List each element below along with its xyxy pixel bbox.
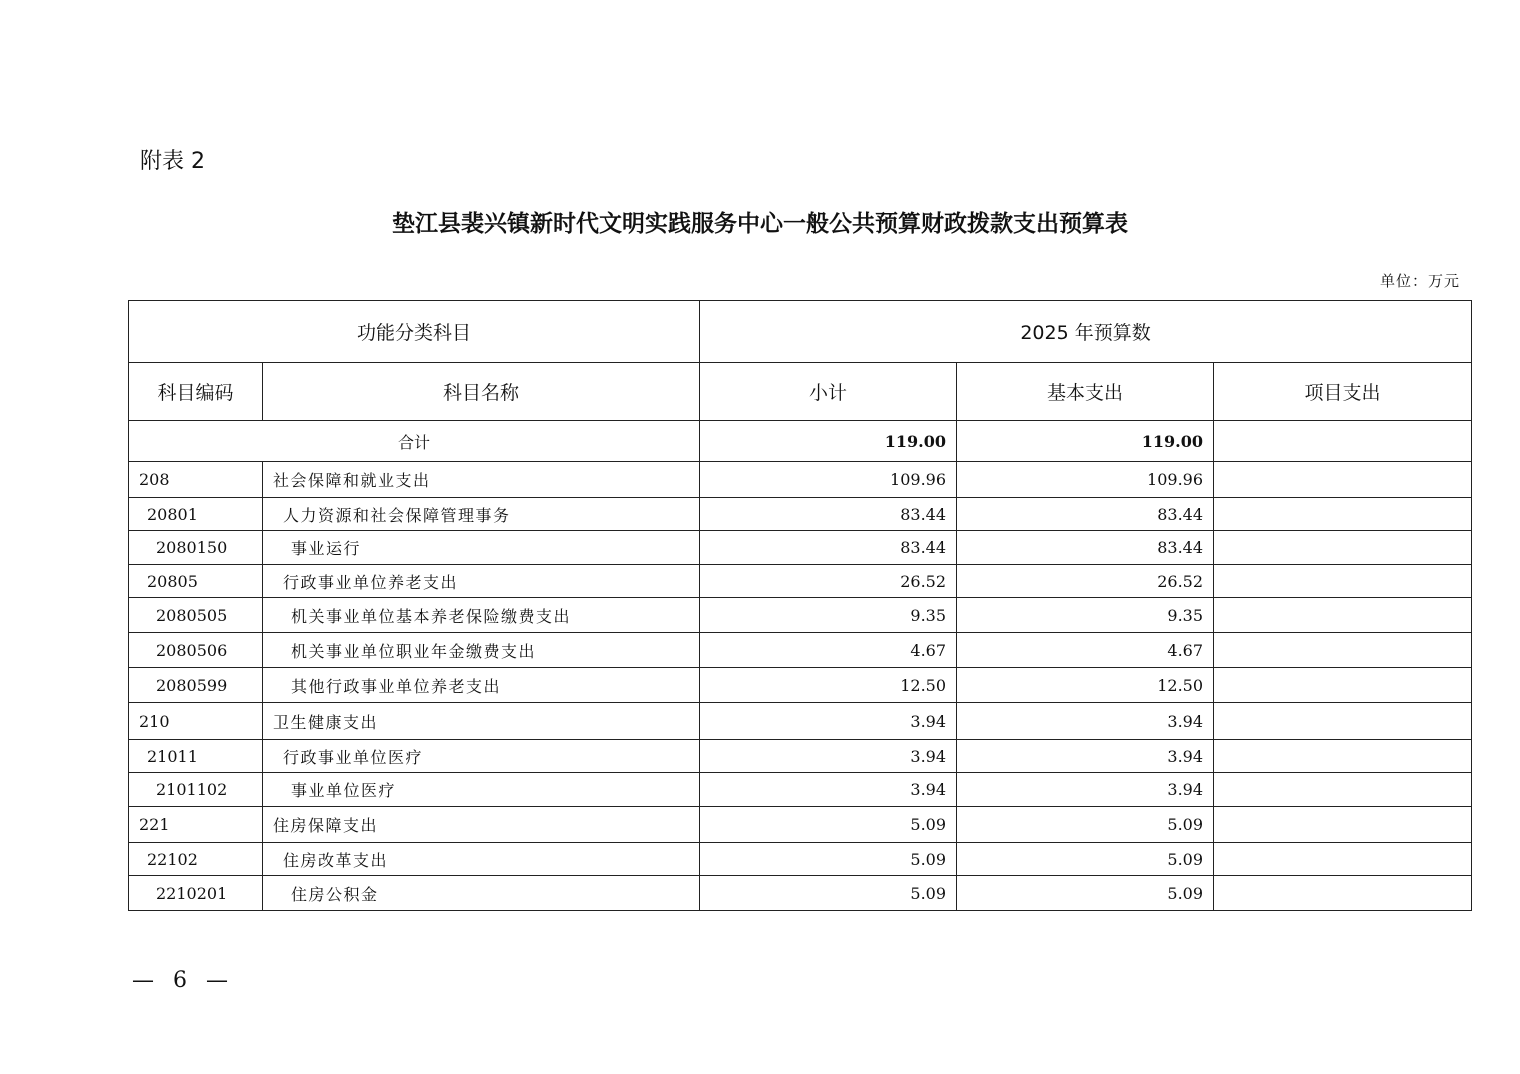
row-subtotal: 83.44 <box>700 498 957 531</box>
row-name: 人力资源和社会保障管理事务 <box>263 498 700 531</box>
header-code: 科目编码 <box>129 363 263 421</box>
row-name: 事业运行 <box>263 531 700 565</box>
page-number: — 6 — <box>132 968 234 993</box>
row-code: 221 <box>129 807 263 843</box>
annex-label: 附表 2 <box>140 149 205 174</box>
row-subtotal: 12.50 <box>700 668 957 703</box>
table-row <box>129 531 1472 565</box>
row-subtotal: 3.94 <box>700 773 957 807</box>
row-project <box>1214 531 1472 565</box>
table-row <box>129 633 1472 668</box>
table-row <box>129 598 1472 633</box>
row-project <box>1214 843 1472 876</box>
table-row <box>129 462 1472 498</box>
row-subtotal: 9.35 <box>700 598 957 633</box>
table-row <box>129 498 1472 531</box>
row-code: 20805 <box>129 565 263 598</box>
row-name: 事业单位医疗 <box>263 773 700 807</box>
total-basic: 119.00 <box>957 421 1214 462</box>
total-row <box>129 421 1472 462</box>
table-row <box>129 773 1472 807</box>
row-project <box>1214 498 1472 531</box>
budget-table <box>128 300 1472 911</box>
row-code: 208 <box>129 462 263 498</box>
header-column-row <box>129 363 1472 421</box>
header-name: 科目名称 <box>263 363 700 421</box>
row-code: 2080505 <box>129 598 263 633</box>
row-project <box>1214 668 1472 703</box>
header-budget-year: 2025 年预算数 <box>700 301 1472 363</box>
row-code: 20801 <box>129 498 263 531</box>
total-subtotal: 119.00 <box>700 421 957 462</box>
row-project <box>1214 876 1472 911</box>
row-project <box>1214 703 1472 740</box>
row-basic: 3.94 <box>957 703 1214 740</box>
row-project <box>1214 598 1472 633</box>
row-basic: 109.96 <box>957 462 1214 498</box>
row-basic: 3.94 <box>957 740 1214 773</box>
table-row <box>129 843 1472 876</box>
row-subtotal: 4.67 <box>700 633 957 668</box>
row-code: 2080599 <box>129 668 263 703</box>
row-code: 210 <box>129 703 263 740</box>
row-name: 机关事业单位职业年金缴费支出 <box>263 633 700 668</box>
row-name: 机关事业单位基本养老保险缴费支出 <box>263 598 700 633</box>
table-row <box>129 565 1472 598</box>
row-basic: 3.94 <box>957 773 1214 807</box>
row-basic: 9.35 <box>957 598 1214 633</box>
row-project <box>1214 565 1472 598</box>
row-basic: 5.09 <box>957 876 1214 911</box>
header-group-row <box>129 301 1472 363</box>
table-row <box>129 876 1472 911</box>
header-func-category: 功能分类科目 <box>129 301 700 363</box>
row-subtotal: 83.44 <box>700 531 957 565</box>
unit-label: 单位：万元 <box>1379 272 1460 290</box>
row-project <box>1214 462 1472 498</box>
row-name: 行政事业单位医疗 <box>263 740 700 773</box>
row-subtotal: 5.09 <box>700 843 957 876</box>
row-subtotal: 5.09 <box>700 876 957 911</box>
row-code: 2080506 <box>129 633 263 668</box>
header-subtotal: 小计 <box>700 363 957 421</box>
row-project <box>1214 773 1472 807</box>
row-basic: 12.50 <box>957 668 1214 703</box>
row-project <box>1214 633 1472 668</box>
row-name: 社会保障和就业支出 <box>263 462 700 498</box>
row-basic: 83.44 <box>957 531 1214 565</box>
row-name: 其他行政事业单位养老支出 <box>263 668 700 703</box>
total-label: 合计 <box>129 421 700 462</box>
row-basic: 4.67 <box>957 633 1214 668</box>
row-code: 2080150 <box>129 531 263 565</box>
row-basic: 26.52 <box>957 565 1214 598</box>
row-code: 22102 <box>129 843 263 876</box>
table-row <box>129 807 1472 843</box>
header-basic: 基本支出 <box>957 363 1214 421</box>
row-subtotal: 3.94 <box>700 703 957 740</box>
table-row <box>129 703 1472 740</box>
total-project <box>1214 421 1472 462</box>
row-project <box>1214 807 1472 843</box>
header-project: 项目支出 <box>1214 363 1472 421</box>
row-subtotal: 109.96 <box>700 462 957 498</box>
row-name: 行政事业单位养老支出 <box>263 565 700 598</box>
row-code: 2101102 <box>129 773 263 807</box>
row-basic: 5.09 <box>957 807 1214 843</box>
page-title: 垫江县裴兴镇新时代文明实践服务中心一般公共预算财政拨款支出预算表 <box>392 210 1128 237</box>
table-row <box>129 668 1472 703</box>
row-code: 2210201 <box>129 876 263 911</box>
row-basic: 5.09 <box>957 843 1214 876</box>
row-code: 21011 <box>129 740 263 773</box>
row-project <box>1214 740 1472 773</box>
row-subtotal: 3.94 <box>700 740 957 773</box>
row-subtotal: 5.09 <box>700 807 957 843</box>
row-name: 卫生健康支出 <box>263 703 700 740</box>
table-row <box>129 740 1472 773</box>
row-name: 住房保障支出 <box>263 807 700 843</box>
row-basic: 83.44 <box>957 498 1214 531</box>
row-subtotal: 26.52 <box>700 565 957 598</box>
row-name: 住房改革支出 <box>263 843 700 876</box>
row-name: 住房公积金 <box>263 876 700 911</box>
